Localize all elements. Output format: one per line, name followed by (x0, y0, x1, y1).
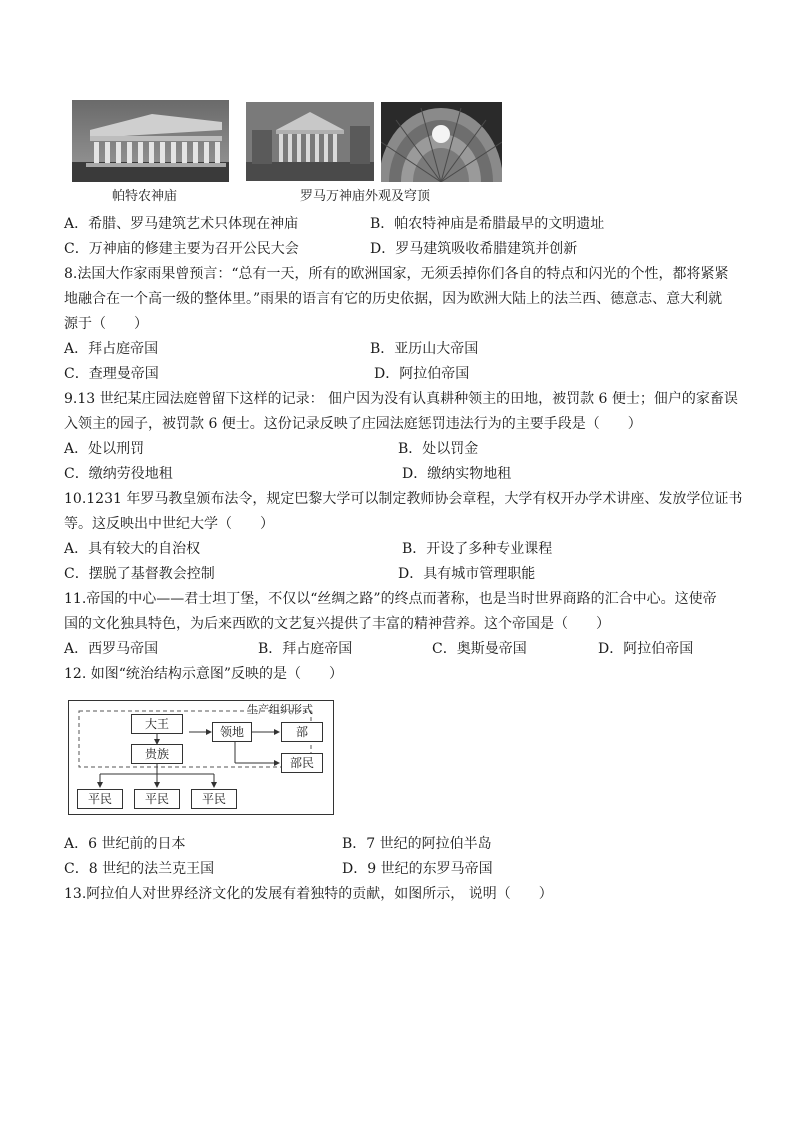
q10-stem-line-1: 10.1231 年罗马教皇颁布法令，规定巴黎大学可以制定教师协会章程，大学有权开办学术讲座、发放学位证书 (64, 491, 743, 507)
pantheon-exterior-photo (246, 102, 374, 181)
q8-option-d: D．阿拉伯帝国 (374, 366, 470, 382)
q10-stem-line-2: 等。这反映出中世纪大学（ ） (64, 516, 274, 532)
tribespeople-box: 部民 (281, 753, 323, 773)
q11-option-d: D．阿拉伯帝国 (598, 641, 694, 657)
q10-option-c: C．摆脱了基督教会控制 (64, 566, 215, 582)
q7-option-d: D．罗马建筑吸收希腊建筑并创新 (370, 241, 578, 257)
q8-stem-line-2: 地融合在一个高一级的整体里。”雨果的语言有它的历史依据，因为欧洲大陆上的法兰西、德意志、意大利就 (64, 291, 723, 307)
q11-stem-line-1: 11.帝国的中心——君士坦丁堡，不仅以“丝绸之路”的终点而著称，也是当时世界商路的汇合中心。这使帝 (64, 591, 717, 607)
commoner-box: 平民 (77, 789, 123, 809)
q10-option-a: A．具有较大的自治权 (64, 541, 201, 557)
q11-option-b: B．拜占庭帝国 (258, 641, 353, 657)
q11-option-a: A．西罗马帝国 (64, 641, 159, 657)
q7-option-c: C．万神庙的修建主要为召开公民大会 (64, 241, 299, 257)
q7-option-b: B．帕农特神庙是希腊最早的文明遗址 (370, 216, 605, 232)
parthenon-photo (72, 100, 229, 182)
q10-option-d: D．具有城市管理职能 (398, 566, 536, 582)
q9-option-b: B．处以罚金 (398, 441, 479, 457)
q11-stem-line-2: 国的文化独具特色，为后来西欧的文艺复兴提供了丰富的精神营养。这个帝国是（ ） (64, 616, 610, 632)
pantheon-dome-photo (381, 102, 502, 182)
fief-box: 领地 (212, 722, 252, 742)
q12-option-d: D．9 世纪的东罗马帝国 (342, 861, 493, 877)
q8-stem-line-3: 源于（ ） (64, 316, 148, 332)
governance-structure-diagram (68, 700, 334, 815)
commoner-box: 平民 (134, 789, 180, 809)
nobles-box: 贵族 (131, 744, 183, 764)
q11-option-c: C．奥斯曼帝国 (432, 641, 527, 657)
q8-stem-line-1: 8.法国大作家雨果曾预言：“总有一天，所有的欧洲国家，无须丢掉你们各自的特点和闪光的个性，都将紧紧 (64, 266, 729, 282)
q12-option-a: A．6 世纪前的日本 (64, 836, 186, 852)
q9-option-c: C．缴纳劳役地租 (64, 466, 173, 482)
commoner-box: 平民 (191, 789, 237, 809)
pantheon-caption: 罗马万神庙外观及穹顶 (300, 189, 431, 204)
tribe-box: 部 (281, 722, 323, 742)
q9-stem-line-2: 入领主的园子，被罚款 6 便士。这份记录反映了庄园法庭惩罚违法行为的主要手段是（ ） (64, 416, 642, 432)
q8-option-c: C．查理曼帝国 (64, 366, 159, 382)
q9-option-a: A．处以刑罚 (64, 441, 145, 457)
parthenon-caption: 帕特农神庙 (112, 189, 178, 204)
king-box: 大王 (131, 714, 183, 734)
diagram-header: 生产组织形式 (247, 703, 313, 716)
q13-stem: 13.阿拉伯人对世界经济文化的发展有着独特的贡献，如图所示， 说明（ ） (64, 886, 553, 902)
q12-option-c: C．8 世纪的法兰克王国 (64, 861, 215, 877)
q10-option-b: B．开设了多种专业课程 (402, 541, 553, 557)
q8-option-a: A．拜占庭帝国 (64, 341, 159, 357)
q9-option-d: D．缴纳实物地租 (402, 466, 512, 482)
q8-option-b: B．亚历山大帝国 (370, 341, 479, 357)
q7-option-a: A．希腊、罗马建筑艺术只体现在神庙 (64, 216, 299, 232)
q9-stem-line-1: 9.13 世纪某庄园法庭曾留下这样的记录： 佃户因为没有认真耕种领主的田地，被罚款 6 便士；佃户的家畜误 (64, 391, 738, 407)
q12-stem: 12. 如图“统治结构示意图”反映的是（ ） (64, 666, 344, 682)
q12-option-b: B．7 世纪的阿拉伯半岛 (342, 836, 492, 852)
